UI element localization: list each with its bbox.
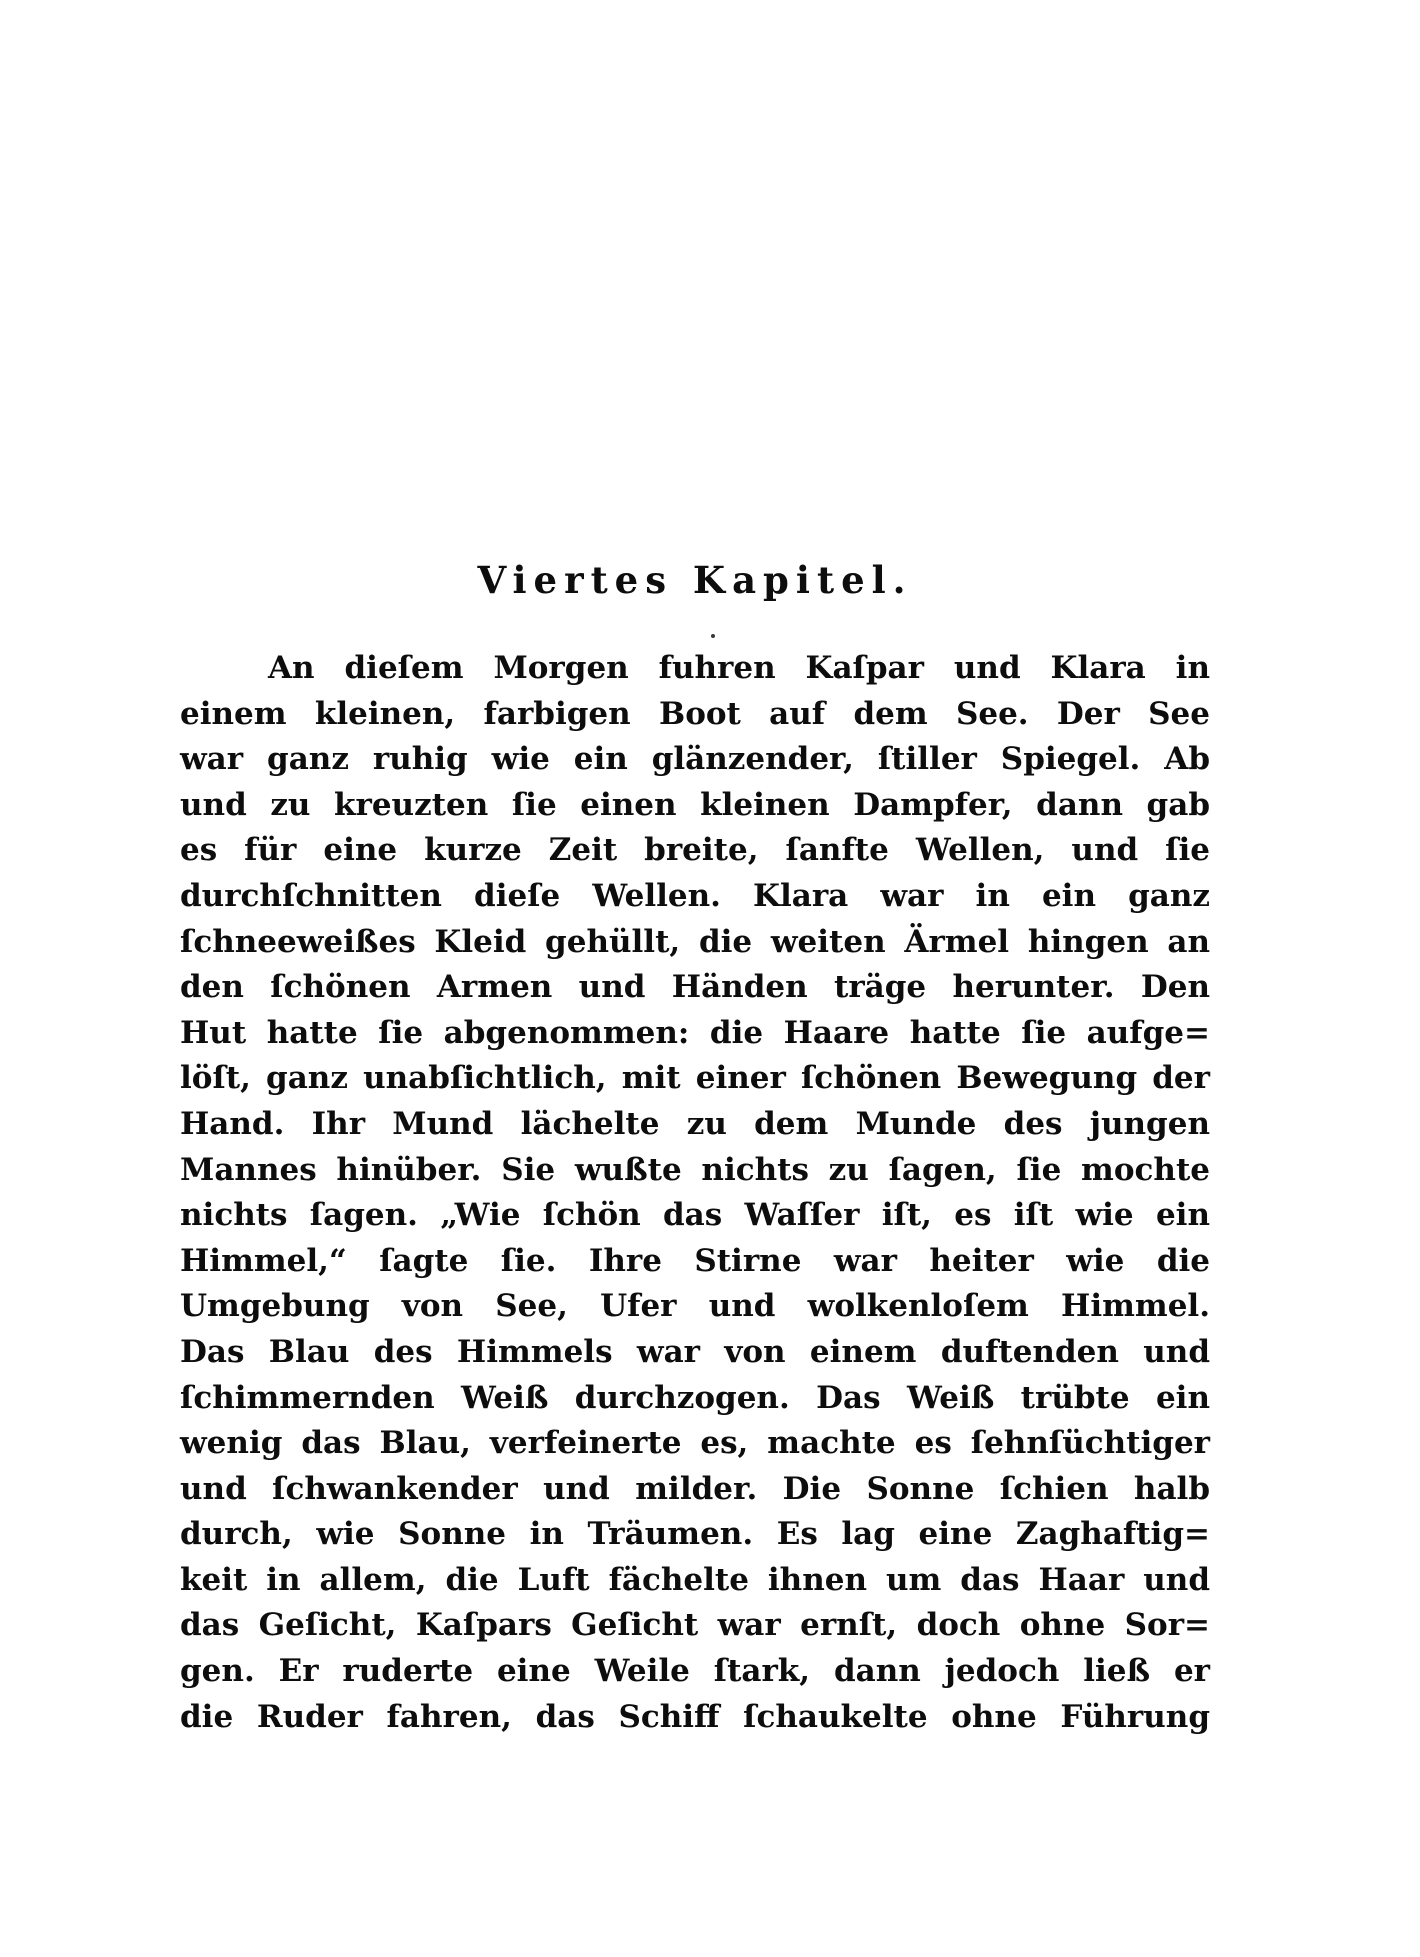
text-line: ſchimmernden Weiß durchzogen. Das Weiß trübte ein [180,1379,1210,1416]
text-line: Das Blau des Himmels war von einem duftenden und [180,1333,1210,1370]
text-line: gen. Er ruderte eine Weile ſtark, dann jedoch ließ er [180,1653,1210,1690]
text-line: Himmel,“ ſagte ſie. Ihre Stirne war heiter wie die [180,1242,1210,1279]
text-line: nichts ſagen. „Wie ſchön das Waſſer iſt, es iſt wie ein [180,1197,1210,1234]
text-line: durchſchnitten dieſe Wellen. Klara war in ein ganz [180,877,1210,914]
text-line: es für eine kurze Zeit breite, ſanfte Wellen, und ſie [180,832,1210,869]
text-line: An dieſem Morgen fuhren Kaſpar und Klara in [268,650,1210,686]
text-line: einem kleinen, farbigen Boot auf dem See. Der See [180,695,1210,732]
text-line: Hut hatte ſie abgenommen: die Haare hatte ſie aufge= [180,1014,1210,1051]
paragraph [180,646,1210,1740]
text-line: war ganz ruhig wie ein glänzender, ſtiller Spiegel. Ab [180,741,1210,778]
text-line: durch, wie Sonne in Träumen. Es lag eine Zaghaftig= [180,1516,1210,1553]
text-line: und zu kreuzten ſie einen kleinen Dampfer, dann gab [180,786,1210,823]
ink-speck [711,634,715,638]
text-line: Hand. Ihr Mund lächelte zu dem Munde des jungen [180,1105,1210,1142]
chapter-heading: Viertes Kapitel. [477,558,913,602]
text-line: das Geſicht, Kaſpars Geſicht war ernſt, doch ohne Sor= [180,1607,1210,1644]
text-line: die Ruder fahren, das Schiff ſchaukelte ohne Führung [180,1698,1210,1735]
text-line: und ſchwankender und milder. Die Sonne ſchien halb [180,1470,1210,1507]
text-line: wenig das Blau, verfeinerte es, machte es ſehnſüchtiger [180,1425,1210,1462]
text-line: Umgebung von See, Ufer und wolkenloſem Himmel. [180,1288,1210,1325]
text-line: den ſchönen Armen und Händen träge herunter. Den [180,969,1210,1006]
text-line: löſt, ganz unabſichtlich, mit einer ſchönen Bewegung der [180,1060,1210,1097]
text-line: ſchneeweißes Kleid gehüllt, die weiten Ärmel hingen an [180,923,1210,960]
text-line: keit in allem, die Luft fächelte ihnen um das Haar und [180,1561,1210,1598]
text-line: Mannes hinüber. Sie wußte nichts zu ſagen, ſie mochte [180,1151,1210,1188]
